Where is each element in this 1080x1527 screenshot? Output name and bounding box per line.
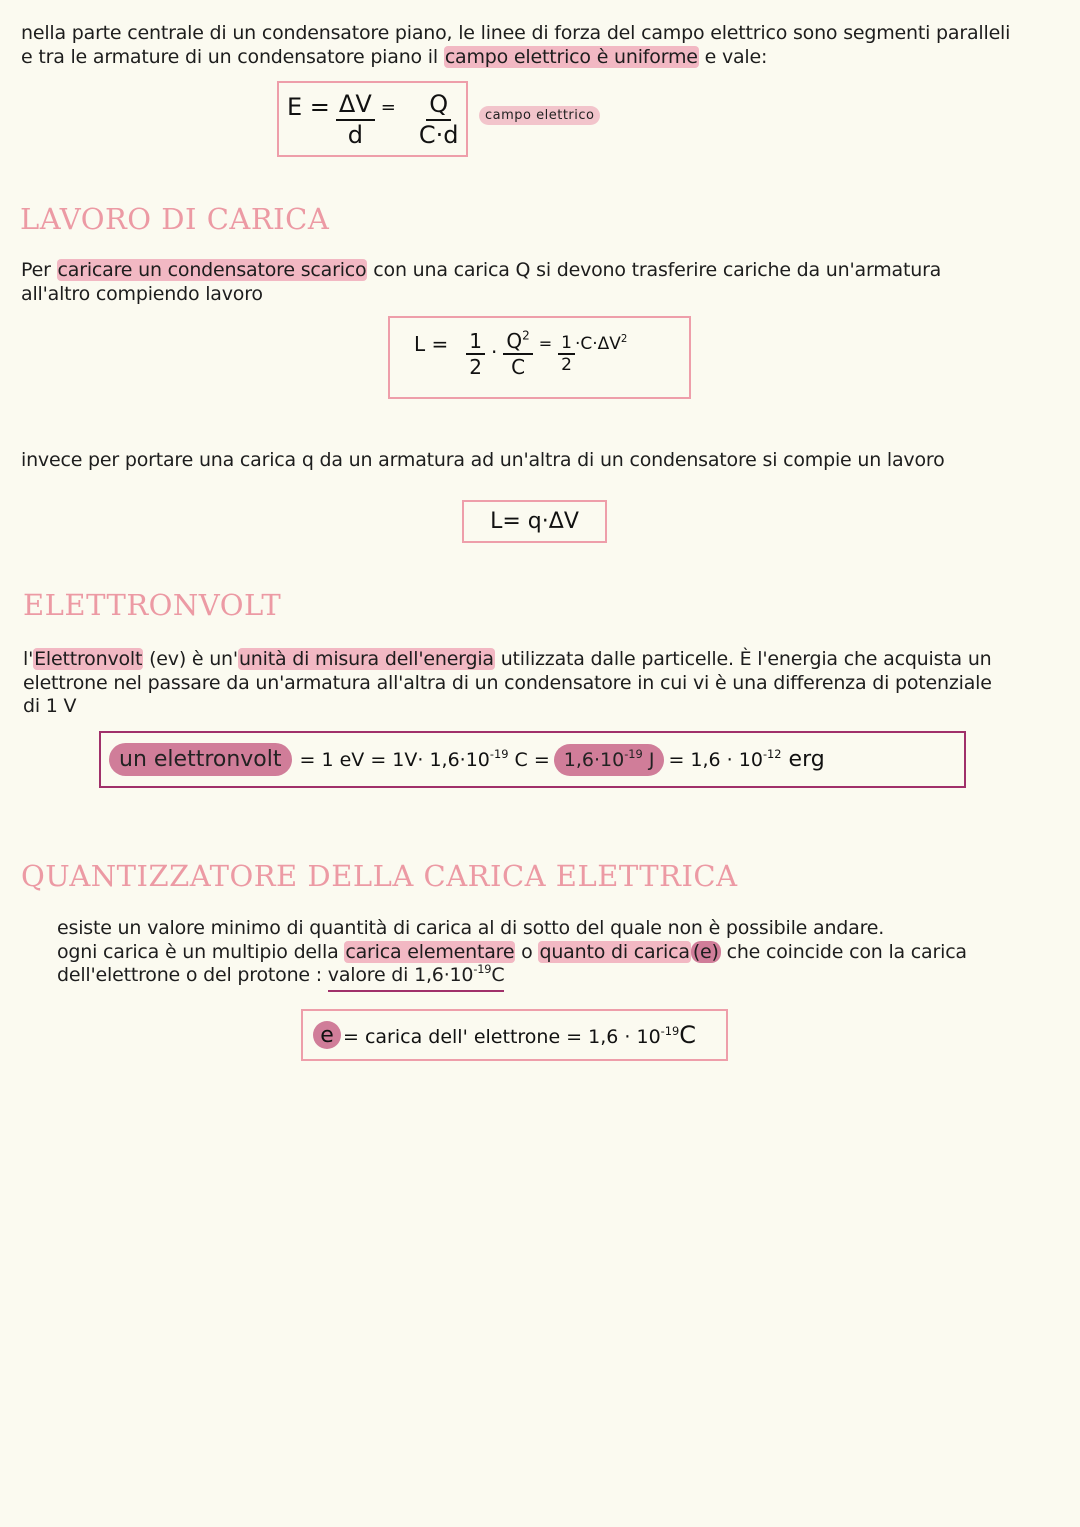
formula-lavoro-dot: · [491, 339, 498, 364]
formula-lavoro-tail-text: ·C·ΔV [574, 333, 621, 354]
q-line-2-pre: ogni carica è un multipio della [57, 940, 345, 963]
q-line-2-mid: o [515, 940, 539, 963]
formula-lavoro-2: L= q·ΔV [490, 509, 579, 534]
formula-lavoro-2-box [462, 500, 607, 543]
highlight-elettronvolt: Elettronvolt [34, 648, 143, 670]
heading-elettronvolt: ELETTRONVOLT [23, 588, 282, 622]
valore-carica-sup: -19 [473, 962, 492, 977]
formula-e-frac-1-den: d [347, 120, 363, 149]
formula-lavoro-frac-3-den: 2 [561, 355, 572, 376]
valore-carica-number: valore di 1,6·10 [327, 964, 474, 986]
formula-carica-elettrone-box [301, 1009, 728, 1061]
q-line-3-pre: dell'elettrone o del protone : [57, 964, 328, 986]
formula-lavoro-frac-3-num: 1 [558, 334, 575, 356]
highlight-quanto-di-carica: quanto di carica [539, 940, 690, 963]
formula-e-frac-1 [336, 91, 375, 149]
ev-line-1-mid: (ev) è un' [143, 648, 238, 670]
elettronvolt-line-2: elettrone nel passare da un'armatura all'altra di un condensatore in cui vi è una differenza di potenziale [23, 671, 992, 694]
formula-lavoro-tail [575, 334, 627, 354]
formula-lavoro-frac-2-num [503, 330, 532, 355]
pill-joule-value [554, 744, 665, 776]
formula-e-frac-2 [416, 91, 462, 149]
highlight-carica-elementare: carica elementare [345, 940, 515, 963]
lavoro-line-1-pre: Per [21, 259, 57, 281]
formula-e-frac-2-num: Q [426, 91, 451, 121]
quantizzatore-line-2 [57, 941, 1067, 965]
highlight-uniform-field: campo elettrico è uniforme [444, 45, 698, 68]
formula-lavoro-frac-3 [558, 334, 575, 376]
elettronvolt-line-3: di 1 V [23, 695, 77, 717]
elettronvolt-paragraph [23, 648, 1073, 719]
intro-paragraph [21, 22, 1071, 69]
formula-e-frac-1-num: ΔV [336, 91, 375, 121]
quantizzatore-line-3 [57, 964, 1067, 988]
valore-carica [328, 964, 505, 992]
formula-carica-rest [343, 1021, 696, 1049]
lavoro-line-1-post: con una carica Q si devono trasferire cariche da un'armatura [367, 259, 942, 281]
formula-lavoro-box [388, 316, 691, 399]
pill-joule-unit: J [642, 748, 655, 771]
ev-formula-part-1-text: = 1 eV = 1V· 1,6·10 [299, 748, 490, 771]
formula-lavoro-q-sup: 2 [522, 328, 530, 343]
symbol-e-circle: e [313, 1021, 341, 1049]
lavoro-paragraph-2: invece per portare una carica q da un armatura ad un'altra di un condensatore si compie un lavoro [21, 449, 945, 471]
formula-lavoro-eq: = [538, 334, 553, 353]
formula-lavoro-lhs: L = [414, 331, 449, 356]
formula-lavoro-frac-1 [466, 330, 485, 379]
intro-line-2-pre: e tra le armature di un condensatore piano il [21, 45, 444, 68]
formula-carica-sup: -19 [660, 1024, 680, 1039]
pill-joule-number: 1,6·10 [563, 748, 625, 771]
ev-formula-part-2 [668, 747, 824, 772]
intro-line-1: nella parte centrale di un condensatore piano, le linee di forza del campo elettrico sono segmenti paralleli [21, 22, 1011, 44]
ev-formula-sup-1: -19 [489, 746, 509, 761]
formula-lavoro-frac-1-num: 1 [466, 330, 485, 355]
formula-e-eq: = [380, 96, 396, 118]
heading-quantizzatore: QUANTIZZATORE DELLA CARICA ELETTRICA [21, 859, 738, 893]
intro-line-2-post: e vale: [698, 45, 768, 68]
formula-lavoro-frac-1-den: 2 [469, 355, 482, 379]
formula-carica-rest-text: = carica dell' elettrone = 1,6 · 10 [343, 1026, 661, 1048]
ev-line-1-pre: l' [23, 648, 34, 670]
pill-un-elettronvolt: un elettronvolt [109, 743, 292, 776]
formula-e-lhs: E = [287, 93, 330, 122]
quantizzatore-line-1: esiste un valore minimo di quantità di carica al di sotto del quale non è possibile andare. [57, 917, 885, 939]
ev-formula-sup-2: -12 [762, 747, 782, 762]
formula-elettronvolt-box [99, 731, 966, 788]
highlight-caricare: caricare un condensatore scarico [57, 259, 367, 281]
elettronvolt-line-1 [23, 648, 1073, 672]
formula-carica-unit: C [679, 1021, 697, 1049]
formula-e-box [277, 81, 468, 157]
intro-line-2 [21, 46, 1071, 70]
valore-carica-unit: C [491, 964, 505, 986]
ev-formula-part-2b: erg [781, 747, 825, 772]
lavoro-line-1 [21, 259, 1071, 283]
lavoro-paragraph [21, 259, 1071, 306]
formula-e-frac-2-den: C·d [418, 120, 459, 149]
highlight-unita-misura: unità di misura dell'energia [238, 648, 494, 670]
ev-formula-part-1b: C = [508, 748, 550, 771]
formula-lavoro-tail-sup: 2 [620, 333, 628, 345]
q-line-2-post: che coincide con la carica [720, 940, 967, 963]
campo-elettrico-tag: campo elettrico [479, 106, 600, 125]
ev-formula-part-1 [299, 746, 550, 771]
formula-lavoro-q: Q [506, 329, 523, 353]
symbol-e-badge: (e) [692, 940, 719, 963]
ev-formula-part-2-text: = 1,6 · 10 [668, 749, 763, 771]
formula-lavoro-frac-2 [503, 330, 532, 379]
ev-line-1-post: utilizzata dalle particelle. È l'energia che acquista un [494, 648, 992, 670]
formula-lavoro-frac-2-den: C [511, 355, 526, 379]
pill-joule-sup: -19 [624, 746, 643, 761]
lavoro-line-2: all'altro compiendo lavoro [21, 282, 263, 305]
quantizzatore-paragraph [57, 917, 1067, 988]
heading-lavoro-di-carica: LAVORO DI CARICA [20, 202, 330, 236]
